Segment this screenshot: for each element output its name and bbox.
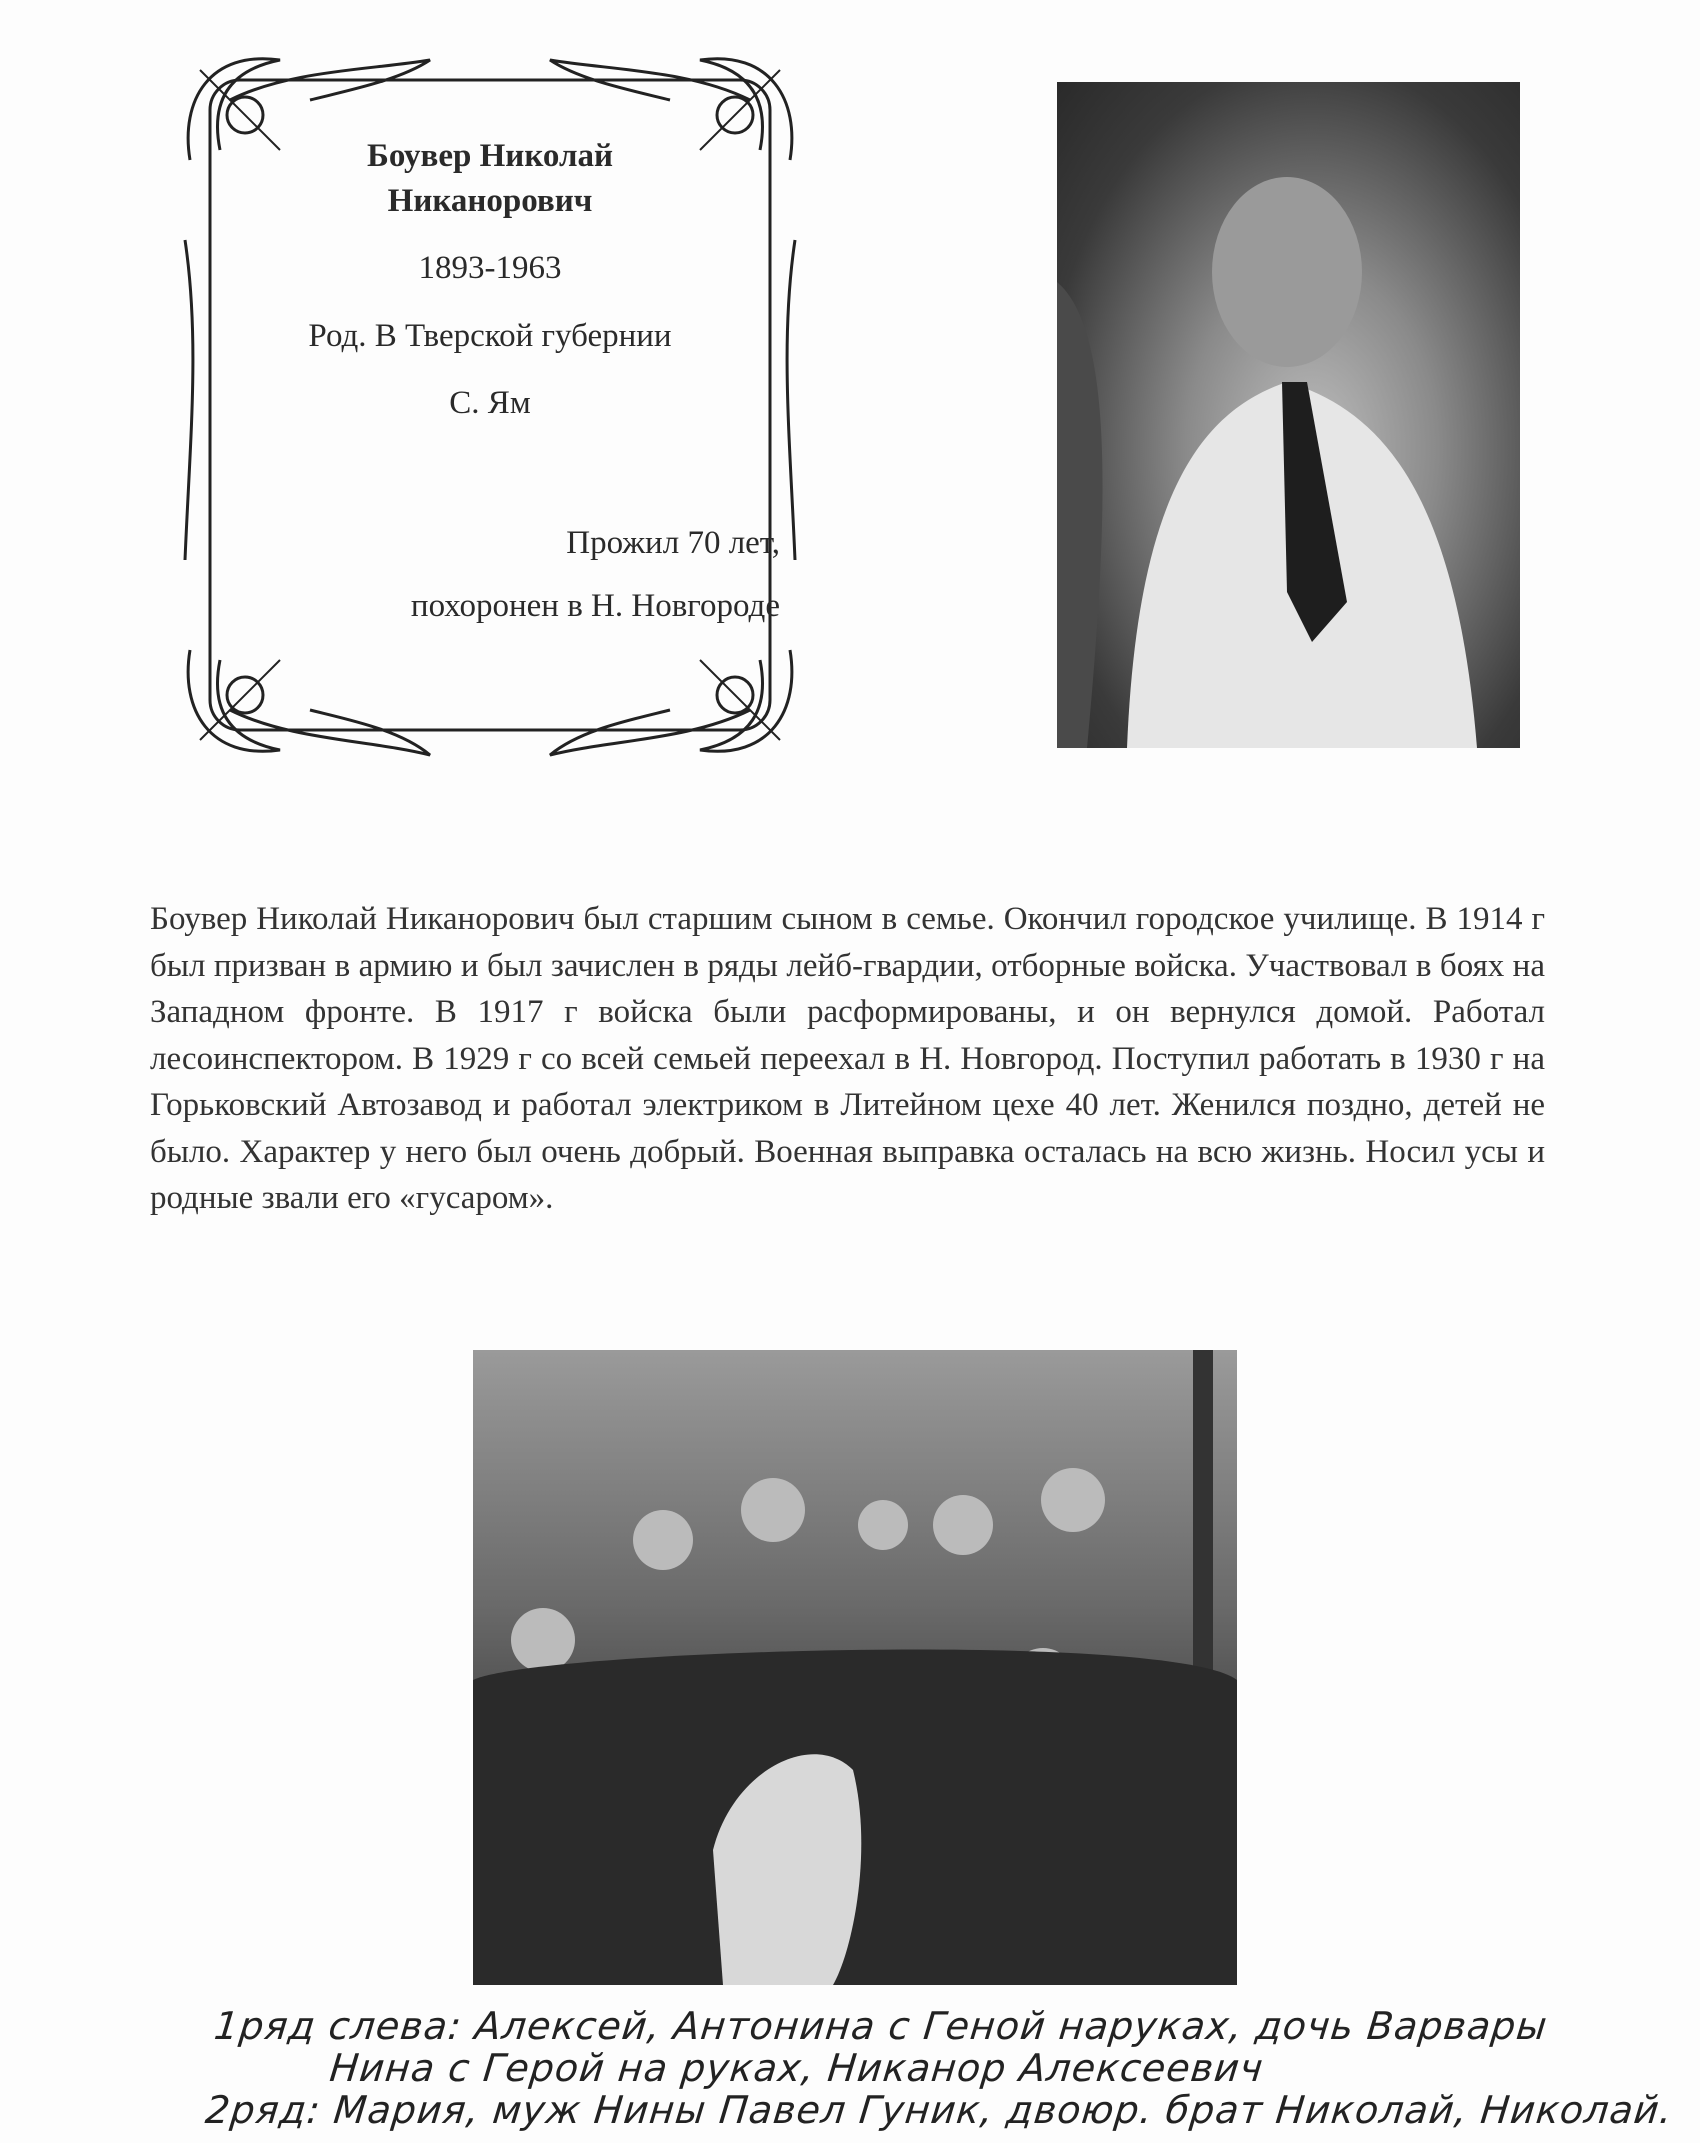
portrait-photo [1057, 82, 1520, 748]
ornamental-frame [170, 40, 810, 770]
family-group-photo [473, 1350, 1237, 1985]
portrait-figure [1057, 82, 1520, 748]
caption-line2: Нина с Герой на руках, Никанор Алексеевич [327, 2046, 1266, 2090]
card-buried: похоронен в Н. Новгороде [410, 588, 780, 624]
card-name-line2: Никанорович [387, 183, 593, 219]
card-years: 1893-1963 [418, 250, 562, 286]
biography-text: Боувер Николай Никанорович был старшим сыном в семье. Окончил городское училище. В 1914 г был призван в армию и был зачислен в ряды лейб-гвардии, отборные войска. Участвовал в боях на Западном фронте. В 1917 г войска были расформированы, и он вернулся домой. Работал лесоинспектором. В 1929 г со всей семьей переехал в Н. Новгород. Поступил работать в 1930 г на Горьковский Автозавод и работал электриком в Литейном цехе 40 лет. Женился поздно, детей не было. Характер у него был очень добрый. Военная выправка осталась на всю жизнь. Носил усы и родные звали его «гусаром». [150, 901, 1545, 1216]
caption-line3: 2ряд: Мария, муж Нины Павел Гуник, двоюр. брат Николай, Николай. [203, 2088, 1676, 2132]
card-lived: Прожил 70 лет, [566, 525, 780, 561]
card-birthplace: Род. В Тверской губернии [308, 318, 672, 354]
card-name-line1: Боувер Николай [367, 138, 613, 174]
card-village: С. Ям [449, 385, 531, 421]
caption-line1: 1ряд слева: Алексей, Антонина с Геной наруках, дочь Варвары [212, 2004, 1550, 2048]
handwritten-caption [203, 2005, 1696, 2131]
family-group-figures [473, 1350, 1237, 1985]
